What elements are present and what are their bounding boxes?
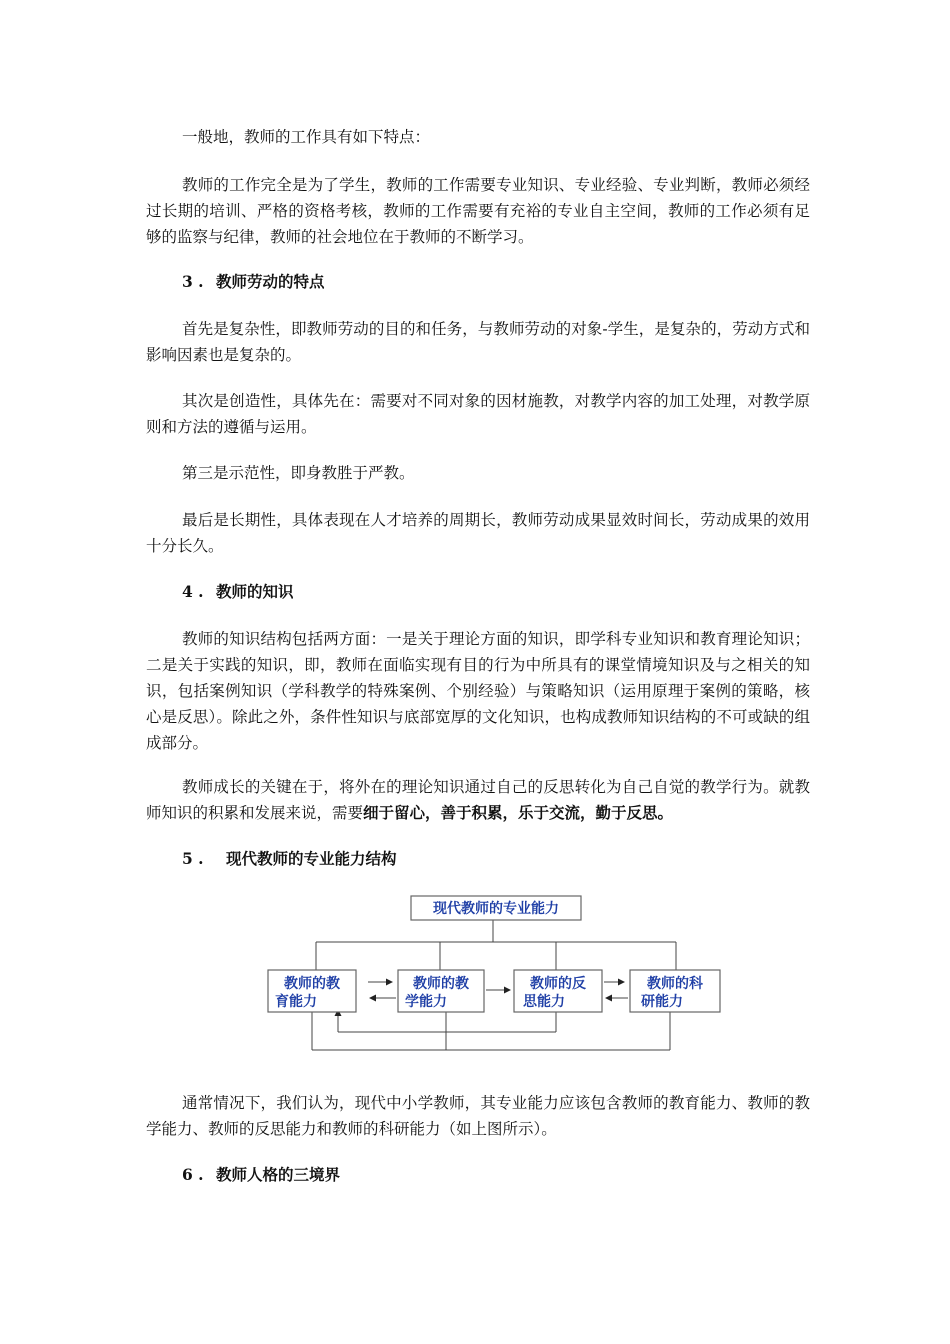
section-4-paragraph-2-text: 教师成长的关键在于，将外在的理论知识通过自己的反思转化为自己自觉的教学行为。就教师知识的积累和发展来说，需要 [146,778,810,822]
diagram-box-research-line2: 研能力 [641,994,683,1010]
section-3-paragraph-4: 最后是长期性，具体表现在人才培养的周期长，教师劳动成果显效时间长，劳动成果的效用十分长久。 [146,511,810,555]
section-4-paragraph-2-bold: 细于留心，善于积累，乐于交流，勤于反思。 [363,803,674,822]
diagram-box-reflection-line2: 思能力 [523,994,565,1010]
section-5-number: 5 . [182,849,204,868]
diagram-box-education-line2: 育能力 [275,994,317,1010]
section-4-heading [182,579,294,605]
section-3-number: 3 . [182,272,204,291]
diagram-box-education-line1: 教师的教 [284,976,340,992]
section-5-title: 现代教师的专业能力结构 [226,849,397,868]
diagram-box-reflection [514,970,602,1012]
diagram-box-research-line1: 教师的科 [647,976,703,992]
section-4-number: 4 . [182,582,204,601]
section-5-paragraph-1: 通常情况下，我们认为，现代中小学教师，其专业能力应该包含教师的教育能力、教师的教学能力、教师的反思能力和教师的科研能力（如上图所示）。 [146,1094,810,1138]
traits-paragraph: 教师的工作完全是为了学生，教师的工作需要专业知识、专业经验、专业判断，教师必须经过长期的培训、严格的资格考核，教师的工作需要有充裕的专业自主空间，教师的工作必须有足够的监察与纪律，教师的社会地位在于教师的不断学习。 [146,176,810,246]
diagram-top-box [411,896,581,920]
section-3-paragraph-1: 首先是复杂性，即教师劳动的目的和任务，与教师劳动的对象-学生，是复杂的，劳动方式和影响因素也是复杂的。 [146,320,810,364]
section-3-paragraph-3: 第三是示范性，即身教胜于严教。 [182,464,415,482]
diagram-box-teaching-line2: 学能力 [405,994,447,1010]
ability-structure-diagram [266,892,726,1062]
section-4-paragraph-1: 教师的知识结构包括两方面：一是关于理论方面的知识，即学科专业知识和教育理论知识；二是关于实践的知识，即，教师在面临实现有目的行为中所具有的课堂情境知识及与之相关的知识，包括案例知识（学科教学的特殊案例、个别经验）与策略知识（运用原理于案例的策略，核心是反思）。除此之外，条件性知识与底部宽厚的文化知识，也构成教师知识结构的不可或缺的组成部分。 [146,630,810,752]
diagram-box-research [630,970,720,1012]
intro-paragraph: 一般地，教师的工作具有如下特点： [182,128,431,146]
section-4-paragraph-2 [146,774,810,826]
section-6-title: 教师人格的三境界 [216,1165,341,1184]
section-3-heading [182,269,325,295]
section-3-title: 教师劳动的特点 [216,272,325,291]
diagram-box-reflection-line1: 教师的反 [530,976,586,992]
diagram-box-teaching-line1: 教师的教 [413,976,469,992]
section-6-heading [182,1162,340,1188]
section-6-number: 6 . [182,1165,204,1184]
diagram-top-label: 现代教师的专业能力 [433,901,559,917]
diagram-box-education [268,970,356,1012]
section-5-heading [182,846,397,872]
section-4-title: 教师的知识 [216,582,294,601]
section-3-paragraph-2: 其次是创造性，具体先在：需要对不同对象的因材施教，对教学内容的加工处理，对教学原则和方法的遵循与运用。 [146,392,810,436]
diagram-box-teaching [398,970,484,1012]
diagram-connectors [312,920,676,1050]
